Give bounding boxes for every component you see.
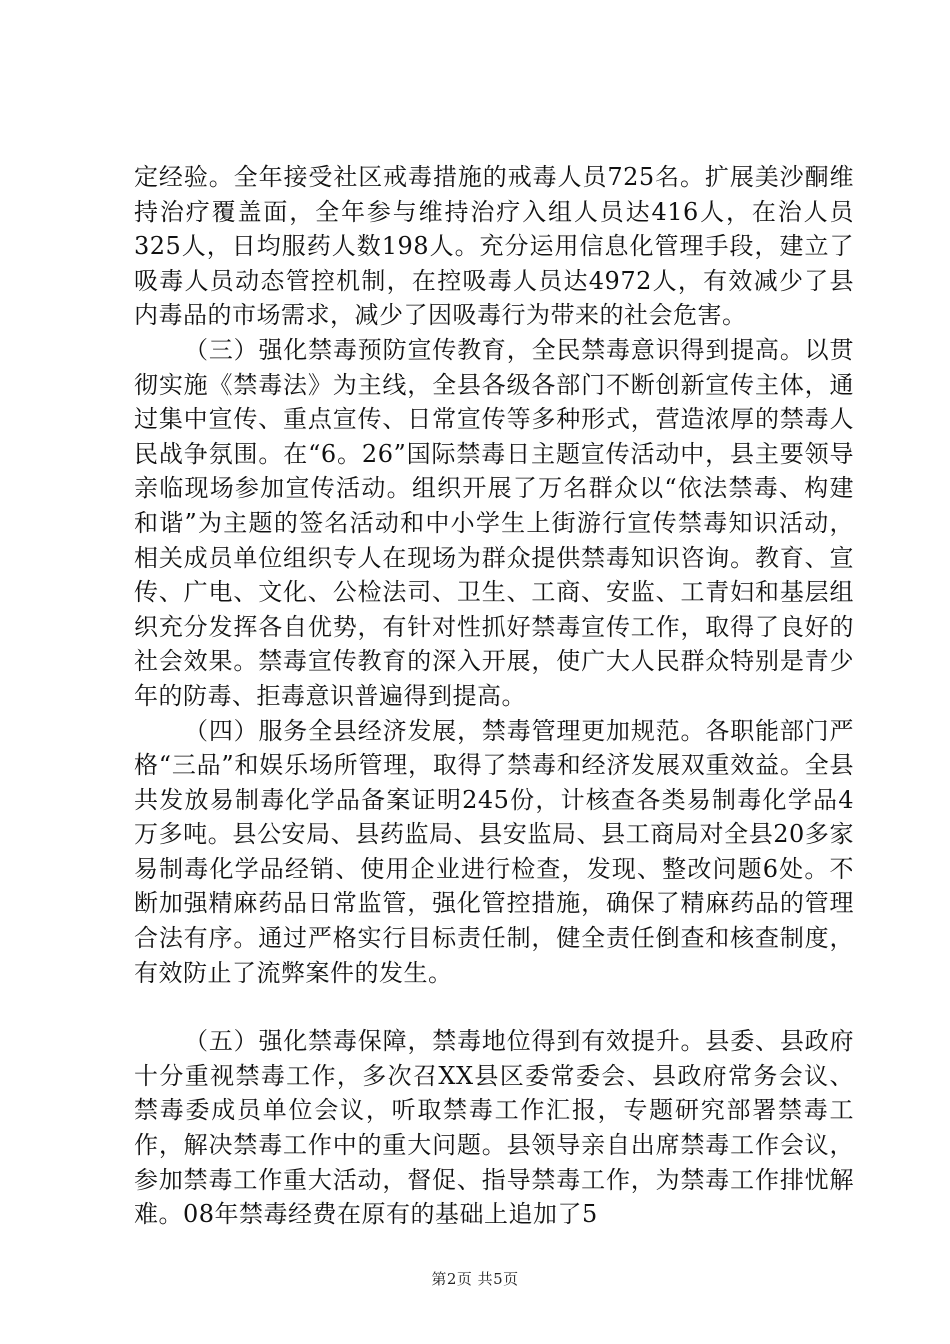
paragraph-section-5: （五）强化禁毒保障，禁毒地位得到有效提升。县委、县政府十分重视禁毒工作，多次召XX县区委常委会、县政府常务会议、禁毒委成员单位会议，听取禁毒工作汇报，专题研究部署禁毒工作，解决禁毒工作中的重大问题。县领导亲自出席禁毒工作会议，参加禁毒工作重大活动，督促、指导禁毒工作，为禁毒工作排忧解难。08年禁毒经费在原有的基础上追加了5 — [134, 1027, 854, 1229]
paragraph-section-3: （三）强化禁毒预防宣传教育，全民禁毒意识得到提高。以贯彻实施《禁毒法》为主线，全县各级各部门不断创新宣传主体，通过集中宣传、重点宣传、日常宣传等多种形式，营造浓厚的禁毒人民战争氛围。在“6。26”国际禁毒日主题宣传活动中，县主要领导亲临现场参加宣传活动。组织开展了万名群众以“依法禁毒、构建和谐”为主题的签名活动和中小学生上街游行宣传禁毒知识活动，相关成员单位组织专人在现场为群众提供禁毒知识咨询。教育、宣传、广电、文化、公检法司、卫生、工商、安监、工青妇和基层组织充分发挥各自优势，有针对性抓好禁毒宣传工作，取得了良好的社会效果。禁毒宣传教育的深入开展，使广大人民群众特别是青少年的防毒、拒毒意识普遍得到提高。 — [134, 335, 854, 710]
paragraph-section-4: （四）服务全县经济发展，禁毒管理更加规范。各职能部门严格“三品”和娱乐场所管理，取得了禁毒和经济发展双重效益。全县共发放易制毒化学品备案证明245份，计核查各类易制毒化学品4万多吨。县公安局、县药监局、县安监局、县工商局对全县20多家易制毒化学品经销、使用企业进行检查，发现、整改问题6处。不断加强精麻药品日常监管，强化管控措施，确保了精麻药品的管理合法有序。通过严格实行目标责任制，健全责任倒查和核查制度，有效防止了流弊案件的发生。 — [134, 716, 854, 987]
page-number-footer: 第2页 共5页 — [431, 1270, 519, 1288]
paragraph-continuation: 定经验。全年接受社区戒毒措施的戒毒人员725名。扩展美沙酮维持治疗覆盖面，全年参与维持治疗入组人员达416人，在治人员325人，日均服药人数198人。充分运用信息化管理手段，建立了吸毒人员动态管控机制，在控吸毒人员达4972人，有效减少了县内毒品的市场需求，减少了因吸毒行为带来的社会危害。 — [134, 163, 854, 330]
document-body — [134, 160, 854, 1232]
